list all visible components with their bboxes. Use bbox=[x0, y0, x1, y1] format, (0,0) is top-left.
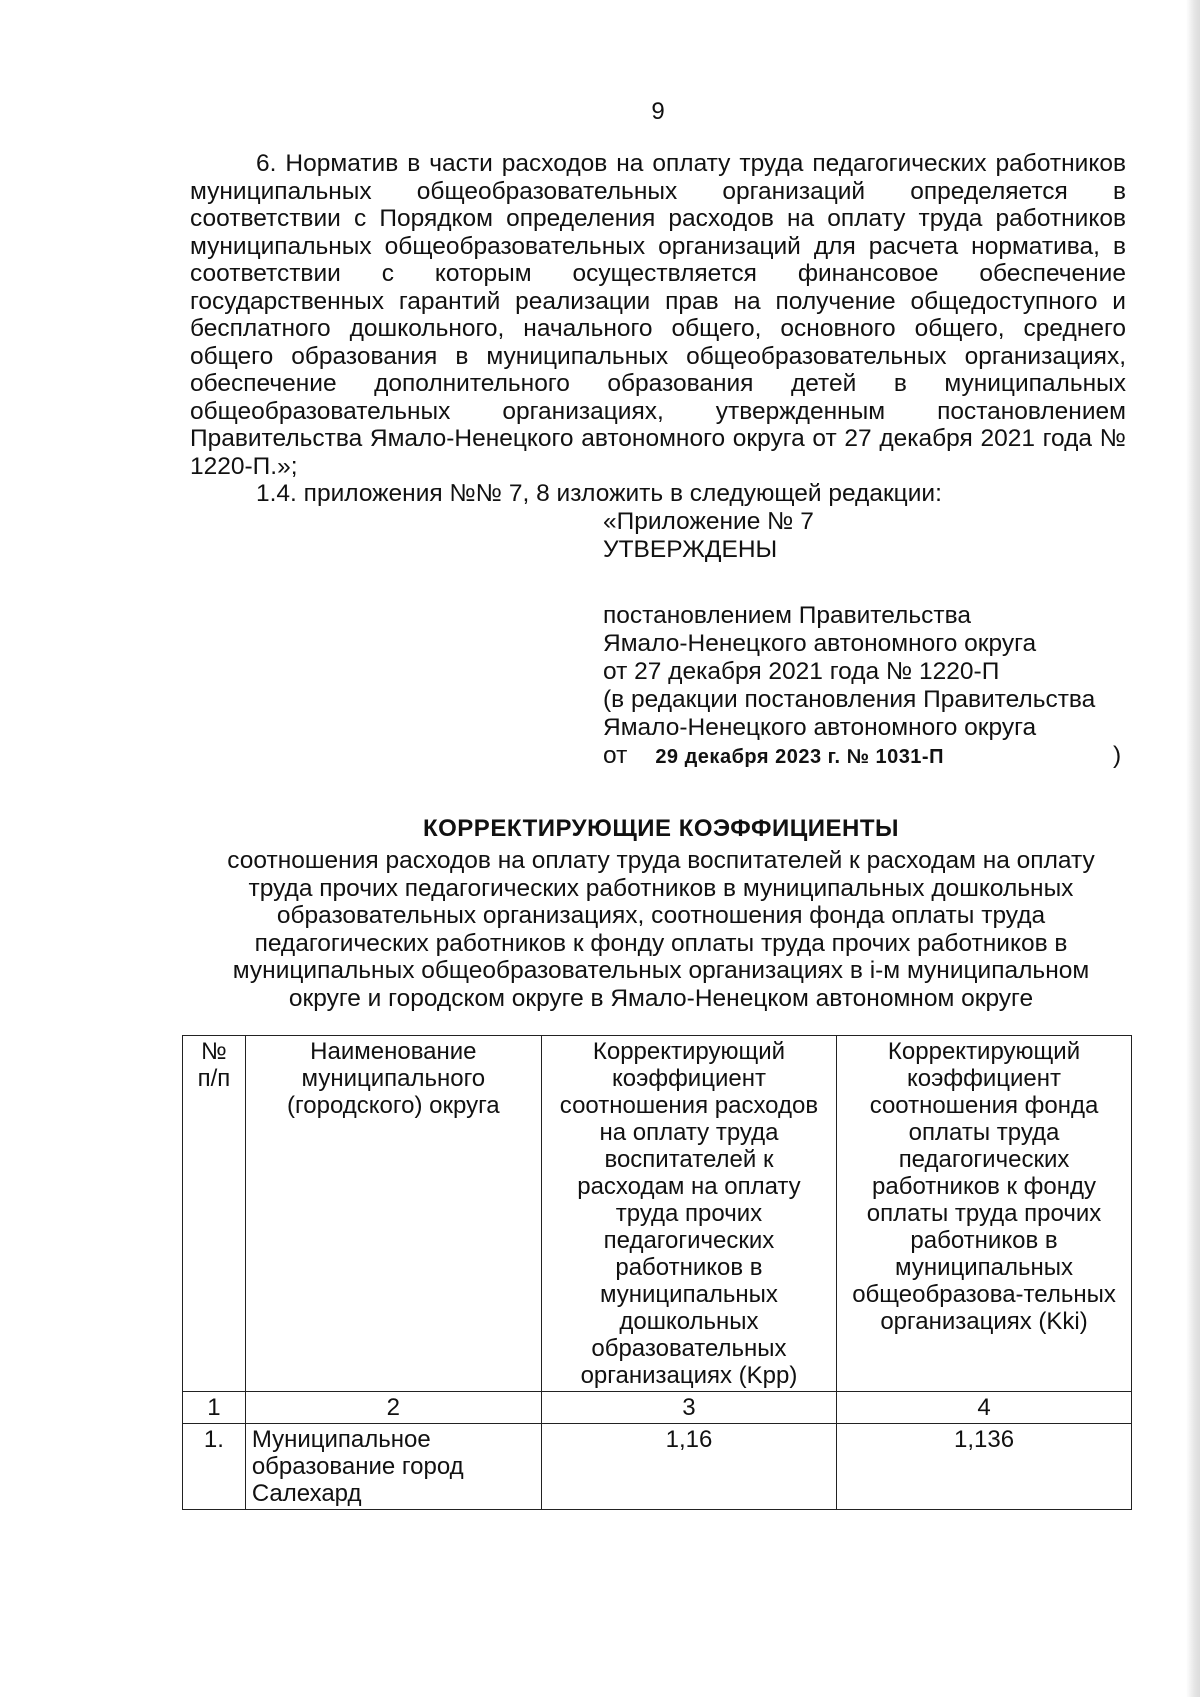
approval-block bbox=[603, 508, 1133, 771]
row-number: 1. bbox=[183, 1424, 246, 1510]
approval-line-4: (в редакции постановления Правительства bbox=[603, 686, 1096, 713]
table-row bbox=[183, 1424, 1132, 1510]
decree-date-number: 29 декабря 2023 г. № 1031-П bbox=[655, 746, 944, 768]
column-number: 1 bbox=[183, 1392, 246, 1424]
page-edge-shadow bbox=[1186, 0, 1200, 1697]
page-number: 9 bbox=[651, 98, 665, 125]
approval-date-line bbox=[603, 742, 1133, 771]
column-numbers-row bbox=[183, 1392, 1132, 1424]
approval-line-1: постановлением Правительства bbox=[603, 602, 971, 629]
header-kki-coefficient: Корректирующий коэффициент соотношения фонда оплаты труда педагогических работников к фонду оплаты труда прочих работников в муниципальных общеобразова-тельных организациях (Kki) bbox=[837, 1036, 1132, 1392]
table-header-row bbox=[183, 1036, 1132, 1392]
paragraph-6: 6. Норматив в части расходов на оплату труда педагогических работников муниципальных общеобразовательных организаций определяется в соответствии с Порядком определения расходов на оплату труда работников муниципальных общеобразовательных организаций для расчета норматива, в соответствии с которым осуществляется финансовое обеспечение государственных гарантий реализации прав на получение общедоступного и бесплатного дошкольного, начального общего, основного общего, среднего общего образования в муниципальных общеобразовательных организациях, обеспечение дополнительного образования детей в муниципальных общеобразовательных организациях, утвержденным постановлением Правительства Ямало-Ненецкого автономного округа от 27 декабря 2021 года № 1220-П.»; bbox=[190, 150, 1126, 480]
heading-subtitle: соотношения расходов на оплату труда воспитателей к расходам на оплату труда прочих педагогических работников в муниципальных дошкольных образовательных организациях, соотношения фонда оплаты труда педагогических работников к фонду оплаты труда прочих работников в муниципальных общеобразовательных организациях в i-м муниципальном округе и городском округе в Ямало-Ненецком автономном округе bbox=[227, 847, 1095, 1012]
column-number: 4 bbox=[837, 1392, 1132, 1424]
approval-line-3: от 27 декабря 2021 года № 1220-П bbox=[603, 658, 1000, 685]
column-number: 2 bbox=[245, 1392, 541, 1424]
closing-parenthesis: ) bbox=[1113, 742, 1122, 769]
from-label: от bbox=[603, 742, 628, 769]
paragraph-1-4: 1.4. приложения №№ 7, 8 изложить в следующей редакции: bbox=[256, 480, 942, 507]
document-heading bbox=[170, 815, 1152, 1012]
column-number: 3 bbox=[541, 1392, 836, 1424]
approval-line-2: Ямало-Ненецкого автономного округа bbox=[603, 630, 1037, 657]
appendix-label: «Приложение № 7 bbox=[603, 508, 814, 535]
approved-label: УТВЕРЖДЕНЫ bbox=[603, 536, 778, 563]
row-district-name: Муниципальное образование город Салехард bbox=[245, 1424, 541, 1510]
approval-line-5: Ямало-Ненецкого автономного округа bbox=[603, 714, 1037, 741]
body-text bbox=[190, 150, 1126, 508]
header-kpp-coefficient: Корректирующий коэффициент соотношения расходов на оплату труда воспитателей к расходам на оплату труда прочих педагогических работников в муниципальных дошкольных образовательных организациях (Kpp) bbox=[541, 1036, 836, 1392]
header-district-name: Наименование муниципального (городского) округа bbox=[245, 1036, 541, 1392]
row-kki-value: 1,136 bbox=[837, 1424, 1132, 1510]
approval-spacer bbox=[603, 564, 1133, 602]
coefficients-table bbox=[182, 1035, 1132, 1510]
row-kpp-value: 1,16 bbox=[541, 1424, 836, 1510]
header-number: № п/п bbox=[183, 1036, 246, 1392]
heading-title: КОРРЕКТИРУЮЩИЕ КОЭФФИЦИЕНТЫ bbox=[422, 815, 899, 842]
